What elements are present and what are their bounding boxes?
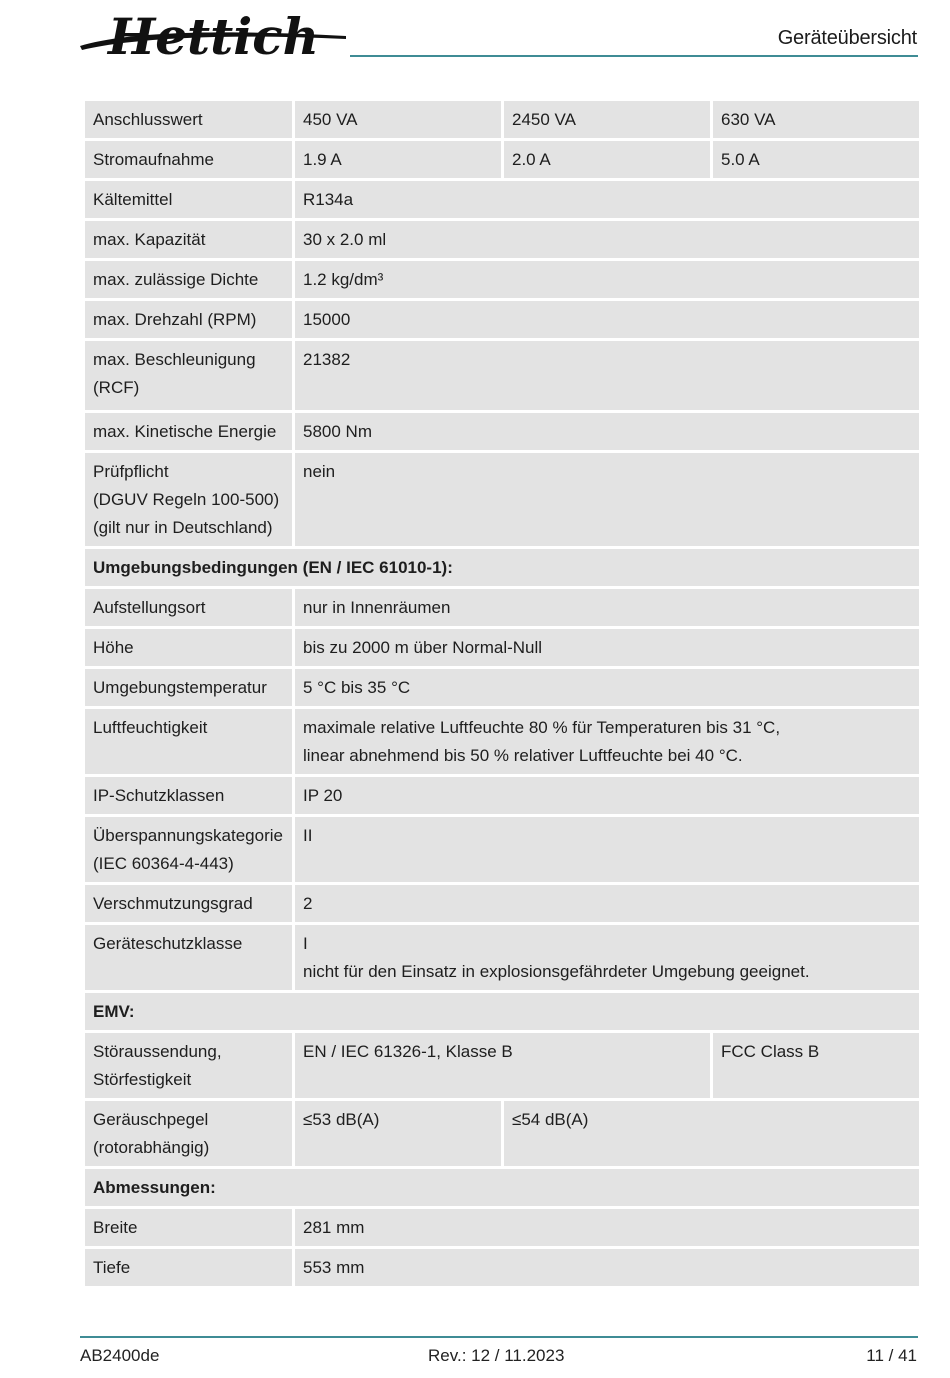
row-label: Höhe bbox=[85, 629, 292, 666]
value-line: I bbox=[303, 934, 308, 953]
table-row bbox=[85, 589, 919, 626]
value-cell: 21382 bbox=[295, 341, 919, 410]
label-line: (IEC 60364-4-443) bbox=[93, 854, 234, 873]
row-label: Verschmutzungsgrad bbox=[85, 885, 292, 922]
value-cell: 30 x 2.0 ml bbox=[295, 221, 919, 258]
table-row bbox=[85, 261, 919, 298]
row-label bbox=[85, 1101, 292, 1166]
value-cell: EN / IEC 61326-1, Klasse B bbox=[295, 1033, 710, 1098]
value-cell: 2 bbox=[295, 885, 919, 922]
logo-text: Hettich bbox=[108, 7, 320, 62]
value-cell: 5800 Nm bbox=[295, 413, 919, 450]
row-label: Stromaufnahme bbox=[85, 141, 292, 178]
value-cell: 281 mm bbox=[295, 1209, 919, 1246]
value-cell: II bbox=[295, 817, 919, 882]
label-line: Überspannungskategorie bbox=[93, 826, 283, 845]
row-label bbox=[85, 453, 292, 546]
table-row bbox=[85, 413, 919, 450]
table-row bbox=[85, 101, 919, 138]
table-row bbox=[85, 1249, 919, 1286]
value-cell: 15000 bbox=[295, 301, 919, 338]
value-cell: 553 mm bbox=[295, 1249, 919, 1286]
section-heading-row bbox=[85, 1169, 919, 1206]
hettich-logo bbox=[78, 6, 346, 62]
section-heading: Abmessungen: bbox=[85, 1169, 919, 1206]
label-line: (DGUV Regeln 100-500) bbox=[93, 490, 280, 509]
page-title: Geräteübersicht bbox=[777, 27, 917, 49]
label-line: Prüfpflicht bbox=[93, 462, 169, 481]
table-row bbox=[85, 885, 919, 922]
section-heading-row bbox=[85, 549, 919, 586]
table-row bbox=[85, 181, 919, 218]
footer-page-number: 11 / 41 bbox=[866, 1346, 917, 1365]
table-row bbox=[85, 453, 919, 546]
value-cell: FCC Class B bbox=[713, 1033, 919, 1098]
header-divider bbox=[350, 55, 918, 57]
value-cell bbox=[295, 709, 919, 774]
row-label: max. zulässige Dichte bbox=[85, 261, 292, 298]
table-row bbox=[85, 777, 919, 814]
row-label bbox=[85, 817, 292, 882]
value-cell: 450 VA bbox=[295, 101, 501, 138]
row-label: max. Kapazität bbox=[85, 221, 292, 258]
label-line: Störfestigkeit bbox=[93, 1070, 192, 1089]
section-heading: EMV: bbox=[85, 993, 919, 1030]
value-cell: 2.0 A bbox=[504, 141, 710, 178]
value-cell: 630 VA bbox=[713, 101, 919, 138]
value-cell bbox=[295, 925, 919, 990]
footer-revision: Rev.: 12 / 11.2023 bbox=[428, 1346, 565, 1365]
table-row bbox=[85, 669, 919, 706]
value-cell: 2450 VA bbox=[504, 101, 710, 138]
value-cell: nein bbox=[295, 453, 919, 546]
section-heading-row bbox=[85, 993, 919, 1030]
value-cell: IP 20 bbox=[295, 777, 919, 814]
row-label: Kältemittel bbox=[85, 181, 292, 218]
row-label: Anschlusswert bbox=[85, 101, 292, 138]
table-row bbox=[85, 1101, 919, 1166]
row-label: Geräteschutzklasse bbox=[85, 925, 292, 990]
value-cell: 5 °C bis 35 °C bbox=[295, 669, 919, 706]
row-label: Breite bbox=[85, 1209, 292, 1246]
value-line: linear abnehmend bis 50 % relativer Luftfeuchte bei 40 °C. bbox=[303, 746, 743, 765]
table-row bbox=[85, 1033, 919, 1098]
value-cell: bis zu 2000 m über Normal-Null bbox=[295, 629, 919, 666]
table-row bbox=[85, 301, 919, 338]
value-cell: R134a bbox=[295, 181, 919, 218]
table-row bbox=[85, 709, 919, 774]
section-heading: Umgebungsbedingungen (EN / IEC 61010-1): bbox=[85, 549, 919, 586]
row-label bbox=[85, 1033, 292, 1098]
table-row bbox=[85, 221, 919, 258]
footer-divider bbox=[80, 1336, 918, 1338]
table-row bbox=[85, 341, 919, 410]
row-label: max. Kinetische Energie bbox=[85, 413, 292, 450]
row-label: Umgebungstemperatur bbox=[85, 669, 292, 706]
row-label: Luftfeuchtigkeit bbox=[85, 709, 292, 774]
value-cell: ≤53 dB(A) bbox=[295, 1101, 501, 1166]
value-cell: ≤54 dB(A) bbox=[504, 1101, 919, 1166]
spec-table bbox=[82, 98, 922, 1289]
label-line: Geräuschpegel bbox=[93, 1110, 209, 1129]
table-row bbox=[85, 629, 919, 666]
row-label: Tiefe bbox=[85, 1249, 292, 1286]
row-label: Aufstellungsort bbox=[85, 589, 292, 626]
table-row bbox=[85, 925, 919, 990]
row-label: max. Beschleunigung (RCF) bbox=[85, 341, 292, 410]
value-cell: 5.0 A bbox=[713, 141, 919, 178]
table-row bbox=[85, 141, 919, 178]
footer-doc-id: AB2400de bbox=[80, 1346, 160, 1365]
value-line: nicht für den Einsatz in explosionsgefährdeter Umgebung geeignet. bbox=[303, 962, 810, 981]
value-cell: 1.2 kg/dm³ bbox=[295, 261, 919, 298]
label-line: Störaussendung, bbox=[93, 1042, 222, 1061]
value-cell: nur in Innenräumen bbox=[295, 589, 919, 626]
value-line: maximale relative Luftfeuchte 80 % für Temperaturen bis 31 °C, bbox=[303, 718, 781, 737]
label-line: (rotorabhängig) bbox=[93, 1138, 210, 1157]
table-row bbox=[85, 817, 919, 882]
row-label: max. Drehzahl (RPM) bbox=[85, 301, 292, 338]
label-line: (gilt nur in Deutschland) bbox=[93, 518, 273, 537]
value-cell: 1.9 A bbox=[295, 141, 501, 178]
table-row bbox=[85, 1209, 919, 1246]
row-label: IP-Schutzklassen bbox=[85, 777, 292, 814]
